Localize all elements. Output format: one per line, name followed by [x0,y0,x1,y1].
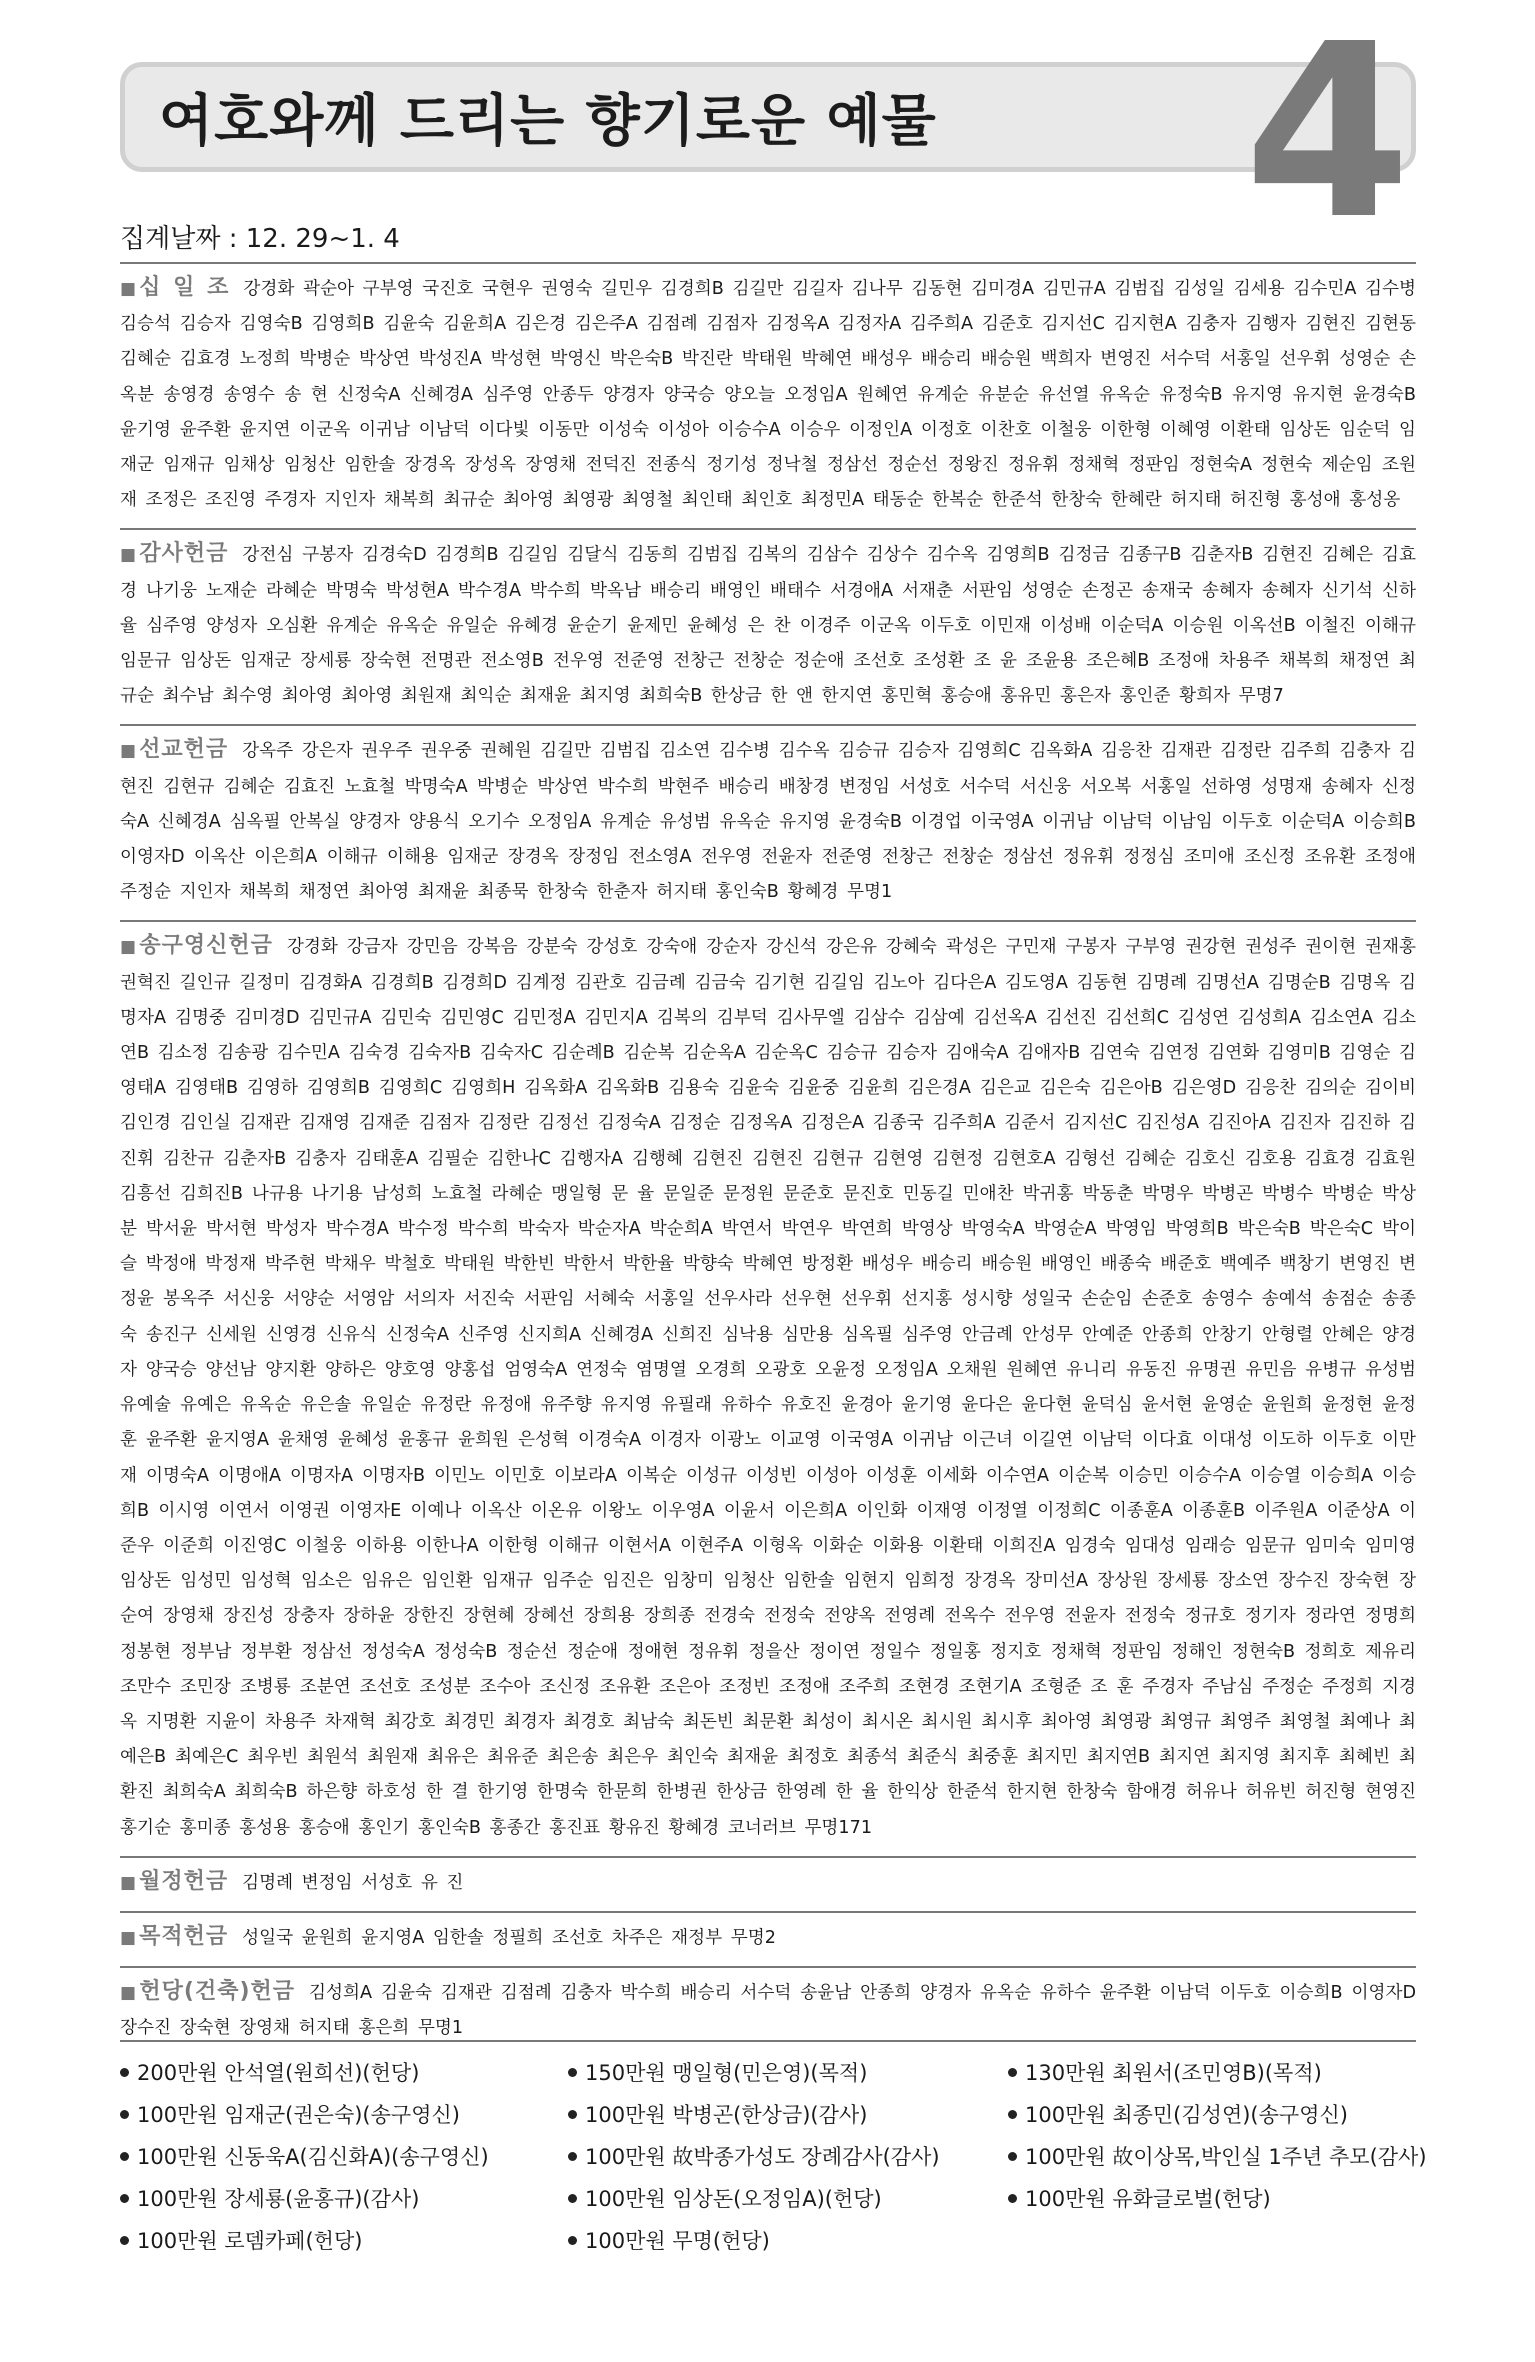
donor-names: 김성희A 김윤숙 김재관 김점례 김충자 박수희 배승리 서수덕 송윤남 안종희 양경자 유옥순 유하수 윤주환 이남덕 이두호 이승희B 이영자D 장수진 장숙현 장영채 허지태 홍은희 무명1 [120,1983,1416,2039]
bullet-icon [120,2110,129,2119]
bullet-icon [1008,2152,1017,2161]
bullet-icon [568,2194,577,2203]
section-label: ■선교헌금 [120,737,229,763]
donation-item: 100만원 임재군(권은숙)(송구영신) [120,2094,568,2136]
donor-names: 강경화 강금자 강민음 강복음 강분숙 강성호 강숙애 강순자 강신석 강은유 강혜숙 곽성은 구민재 구봉자 구부영 권강현 권성주 권이현 권재홍 권혁진 길인규 길정미 김경화A 김경희B 김경희D 김계정 김관호 김금례 김금숙 김기현 김길임 김노아 김다은A 김도영A 김동현 김명례 김명선A 김명순B 김명옥 김명자A 김명중 김미경D 김민규A 김민숙 김민영C 김민정A 김민지A 김복의 김부덕 김사무엘 김삼수 김삼예 김선옥A 김선진 김선희C 김성연 김성희A 김소연A 김소연B 김소정 김송광 김수민A 김숙경 김숙자B 김숙자C 김순례B 김순복 김순옥A 김순옥C 김승규 김승자 김애숙A 김애자B 김연숙 김연정 김연화 김영미B 김영순 김영태A 김영태B 김영하 김영희B 김영희C 김영희H 김옥화A 김옥화B 김용숙 김윤숙 김윤중 김윤희 김은경A 김은교 김은숙 김은아B 김은영D 김응찬 김의순 김이비 김인경 김인실 김재관 김재영 김재준 김점자 김정란 김정선 김정숙A 김정순 김정옥A 김정은A 김종국 김주희A 김준서 김지선C 김진성A 김진아A 김진자 김진하 김진휘 김찬규 김춘자B 김충자 김태훈A 김필순 김한나C 김행자A 김행혜 김현진 김현진 김현규 김현영 김현정 김현호A 김형선 김혜순 김호신 김호용 김효경 김효원 김흥선 김희진B 나규용 나기용 남성희 노효철 라혜순 맹일형 문 율 문일준 문정원 문준호 문진호 민동길 민애찬 박귀홍 박동춘 박명우 박병곤 박병수 박병순 박상분 박서윤 박서현 박성자 박수경A 박수정 박수희 박숙자 박순자A 박순희A 박연서 박연우 박연희 박영상 박영숙A 박영순A 박영임 박영희B 박은숙B 박은숙C 박이슬 박정애 박정재 박주현 박채우 박철호 박태원 박한빈 박한서 박한율 박향숙 박혜연 방정환 배성우 배승리 배승원 배영인 배종숙 배준호 백예주 백창기 변영진 변정윤 봉옥주 서신웅 서양순 서영암 서의자 서진숙 서판임 서혜숙 서홍일 선우사라 선우현 선우휘 선지홍 성시향 성일국 손순임 손준호 송영수 송예석 송점순 송종숙 송진구 신세원 신영경 신유식 신정숙A 신주영 신지희A 신혜경A 신희진 심낙용 심만용 심옥필 심주영 안금례 안성무 안예준 안종희 안창기 안형렬 안혜은 양경자 양국승 양선남 양지환 양하은 양호영 양홍섭 엄영숙A 연정숙 염명열 오경희 오광호 오윤정 오정임A 오채원 원혜연 유니리 유동진 유명권 유민음 유병규 유성범 유예술 유예은 유옥순 유은솔 유일순 유정란 유정애 유주향 유지영 유필래 유하수 유호진 윤경아 윤기영 윤다은 윤다현 윤덕심 윤서현 윤영순 윤원희 윤정현 윤정훈 윤주환 윤지영A 윤채영 윤혜성 윤홍규 윤희원 은성혁 이경숙A 이경자 이광노 이교영 이국영A 이귀남 이근녀 이길연 이남덕 이다효 이대성 이도하 이두호 이만재 이명숙A 이명애A 이명자A 이명자B 이민노 이민호 이보라A 이복순 이성규 이성빈 이성아 이성훈 이세화 이수연A 이순복 이승민 이승수A 이승열 이승희A 이승희B 이시영 이연서 이영권 이영자E 이예나 이옥산 이온유 이왕노 이우영A 이윤서 이은희A 이인화 이재영 이정열 이정희C 이종훈A 이종훈B 이주원A 이준상A 이준우 이준희 이진영C 이철웅 이하용 이한나A 이한형 이해규 이현서A 이현주A 이형옥 이화순 이화용 이환태 이희진A 임경숙 임대성 임래승 임문규 임미숙 임미영 임상돈 임성민 임성혁 임소은 임유은 임인환 임재규 임주순 임진은 임창미 임청산 임한솔 임현지 임희정 장경옥 장미선A 장상원 장세룡 장소연 장수진 장숙현 장순여 장영채 장진성 장충자 장하윤 장한진 장현혜 장혜선 장희용 장희종 전경숙 전정숙 전양옥 전영례 전옥수 전우영 전윤자 전정숙 정규호 정기자 정라연 정명희 정봉현 정부남 정부환 정삼선 정성숙A 정성숙B 정순선 정순애 정애현 정유휘 정을산 정이연 정일수 정일홍 정지호 정채혁 정판임 정해인 정현숙B 정희호 제유리 조만수 조민장 조병룡 조분연 조선호 조성분 조수아 조신정 조유환 조은아 조정빈 조정애 조주희 조현경 조현기A 조형준 조 훈 주경자 주남심 주정순 주정희 지경옥 지명환 지윤이 차용주 차재혁 최강호 최경민 최경자 최경호 최남숙 최돈빈 최문환 최성이 최시온 최시원 최시후 최아영 최영광 최영규 최영주 최영철 최예나 최예은B 최예은C 최우빈 최원석 최원재 최유은 최유준 최은송 최은우 최인숙 최재윤 최정호 최종석 최준식 최중훈 최지민 최지연B 최지연 최지영 최지후 최혜빈 최환진 최희숙A 최희숙B 하은향 하호성 한 결 한기영 한명숙 한문희 한병권 한상금 한영례 한 율 한익상 한준석 한지현 한창숙 함애경 허유나 허유빈 허진형 현영진 홍기순 홍미종 홍성용 홍승애 홍인기 홍인숙B 홍종간 홍진표 황유진 황혜경 코너러브 무명171 [120,937,1417,1838]
bullet-icon [120,2068,129,2077]
donation-item: 100만원 무명(헌당) [568,2220,1008,2262]
donation-item: 200만원 안석열(원희선)(헌당) [120,2052,568,2094]
bullet-icon [120,2236,129,2245]
donor-names: 강전심 구봉자 김경숙D 김경희B 김길임 김달식 김동희 김범집 김복의 김삼수 김상수 김수옥 김영희B 김정금 김종구B 김춘자B 김현진 김혜은 김효경 나기웅 노재순 라혜순 박명숙 박성현A 박수경A 박수희 박옥남 배승리 배영인 배태수 서경애A 서재춘 서판임 성영순 손정곤 송재국 송혜자 송혜자 신기석 신하율 심주영 양성자 오심환 유계순 유옥순 유일순 유혜경 윤순기 윤제민 윤혜성 은 찬 이경주 이군옥 이두호 이민재 이성배 이순덕A 이승원 이옥선B 이철진 이해규 임문규 임상돈 임재군 장세룡 장숙현 전명관 전소영B 전우영 전준영 전창근 전창순 정순애 조선호 조성환 조 윤 조윤용 조은혜B 조정애 차용주 채복희 채정연 최규순 최수남 최수영 최아영 최아영 최원재 최익순 최재윤 최지영 최희숙B 한상금 한 앤 한지연 홍민혁 홍승애 홍유민 홍은자 홍인준 황희자 무명7 [120,545,1416,707]
section-label: ■헌당(건축)헌금 [120,1979,296,2005]
major-donations [120,2040,1427,2262]
donation-item: 100만원 신동욱A(김신화A)(송구영신) [120,2136,568,2178]
donor-names: 성일국 윤원희 윤지영A 임한솔 정필희 조선호 차주은 재정부 무명2 [242,1927,776,1948]
bullet-icon [568,2110,577,2119]
bullet-icon [120,2194,129,2203]
donation-item: 100만원 최종민(김성연)(송구영신) [1008,2094,1416,2136]
donation-item: 100만원 장세룡(윤홍규)(감사) [120,2178,568,2220]
bullet-icon [1008,2194,1017,2203]
donor-names: 김명례 변정임 서성호 유 진 [242,1872,464,1893]
section-label: ■십 일 조 [120,275,230,300]
section-label: ■월정헌금 [120,1868,229,1894]
bullet-icon [568,2236,577,2245]
page-title: 여호와께 드리는 향기로운 예물 [159,89,937,154]
donation-item: 100만원 임상돈(오정임A)(헌당) [568,2178,1008,2220]
bullet-icon [568,2068,577,2077]
section-label: ■감사헌금 [120,541,229,567]
section-new-year [120,920,1416,1855]
title-banner [120,62,1416,172]
donor-names: 강경화 곽순아 구부영 국진호 국현우 권영숙 길민우 김경희B 김길만 김길자 김나무 김동현 김미경A 김민규A 김범집 김성일 김세용 김수민A 김수병 김승석 김승자 김영숙B 김영희B 김윤숙 김윤희A 김은경 김은주A 김점례 김점자 김정옥A 김정자A 김주희A 김준호 김지선C 김지현A 김충자 김행자 김현진 김현동 김혜순 김효경 노정희 박병순 박상연 박성진A 박성현 박영신 박은숙B 박진란 박태원 박혜연 배성우 배승리 배승원 백희자 변영진 서수덕 서홍일 선우휘 성영순 손옥분 송영경 송영수 송 현 신정숙A 신혜경A 심주영 안종두 양경자 양국승 양오늘 오정임A 원혜연 유계순 유분순 유선열 유옥순 유정숙B 유지영 유지현 윤경숙B 윤기영 윤주환 윤지연 이군옥 이귀남 이남덕 이다빛 이동만 이성숙 이성아 이승수A 이승우 이정인A 이정호 이찬호 이철웅 이한형 이혜영 이환태 임상돈 임순덕 임재군 임재규 임채상 임청산 임한솔 장경옥 장성옥 장영채 전덕진 전종식 정기성 정낙철 정삼선 정순선 정왕진 정유휘 정채혁 정판임 정현숙A 정현숙 제순임 조원재 조정은 조진영 주경자 지인자 채복희 최규순 최아영 최영광 최영철 최인태 최인호 최정민A 태동순 한복순 한준석 한창숙 한혜란 허지태 허진형 홍성애 홍성옹 [120,279,1416,511]
bullet-icon [120,2152,129,2161]
bullet-icon [568,2152,577,2161]
donation-item: 150만원 맹일형(민은영)(목적) [568,2052,1008,2094]
bullet-icon [1008,2068,1017,2077]
section-thanksgiving [120,528,1416,724]
bullet-icon [1008,2110,1017,2119]
donation-item: 100만원 로뎀카페(헌당) [120,2220,568,2262]
offering-sections [120,262,1416,2057]
section-monthly [120,1856,1416,1911]
donation-item: 100만원 故이상목,박인실 1주년 추모(감사) [1008,2136,1416,2178]
donation-item: 100만원 故박종가성도 장례감사(감사) [568,2136,1008,2178]
aggregation-period: 집계날짜 : 12. 29~1. 4 [120,224,400,254]
donation-item: 100만원 유화글로벌(헌당) [1008,2178,1416,2220]
donor-names: 강옥주 강은자 권우주 권우중 권혜원 김길만 김범집 김소연 김수병 김수옥 김승규 김승자 김영희C 김옥화A 김응찬 김재관 김정란 김주희 김충자 김현진 김현규 김혜순 김효진 노효철 박명숙A 박병순 박상연 박수희 박현주 배승리 배창경 변정임 서성호 서수덕 서신웅 서오복 서홍일 선하영 성명재 송혜자 신정숙A 신혜경A 심옥필 안복실 양경자 양용식 오기수 오정임A 유계순 유성범 유옥순 유지영 윤경숙B 이경업 이국영A 이귀남 이남덕 이남임 이두호 이순덕A 이승희B 이영자D 이옥산 이은희A 이해규 이해용 임재군 장경옥 장정임 전소영A 전우영 전윤자 전준영 전창근 전창순 정삼선 정유휘 정정심 조미애 조신정 조유환 조정애 주정순 지인자 채복희 채정연 최아영 최재윤 최종묵 한창숙 한춘자 허지태 홍인숙B 황혜경 무명1 [120,741,1417,903]
donation-item: 130만원 최원서(조민영B)(목적) [1008,2052,1416,2094]
section-mission [120,724,1416,920]
page-number: 4 [1244,0,1411,272]
section-label: ■송구영신헌금 [120,933,273,959]
section-tithe [120,262,1416,528]
donation-item: 100만원 박병곤(한상금)(감사) [568,2094,1008,2136]
section-purpose [120,1911,1416,1966]
section-label: ■목적헌금 [120,1923,229,1949]
